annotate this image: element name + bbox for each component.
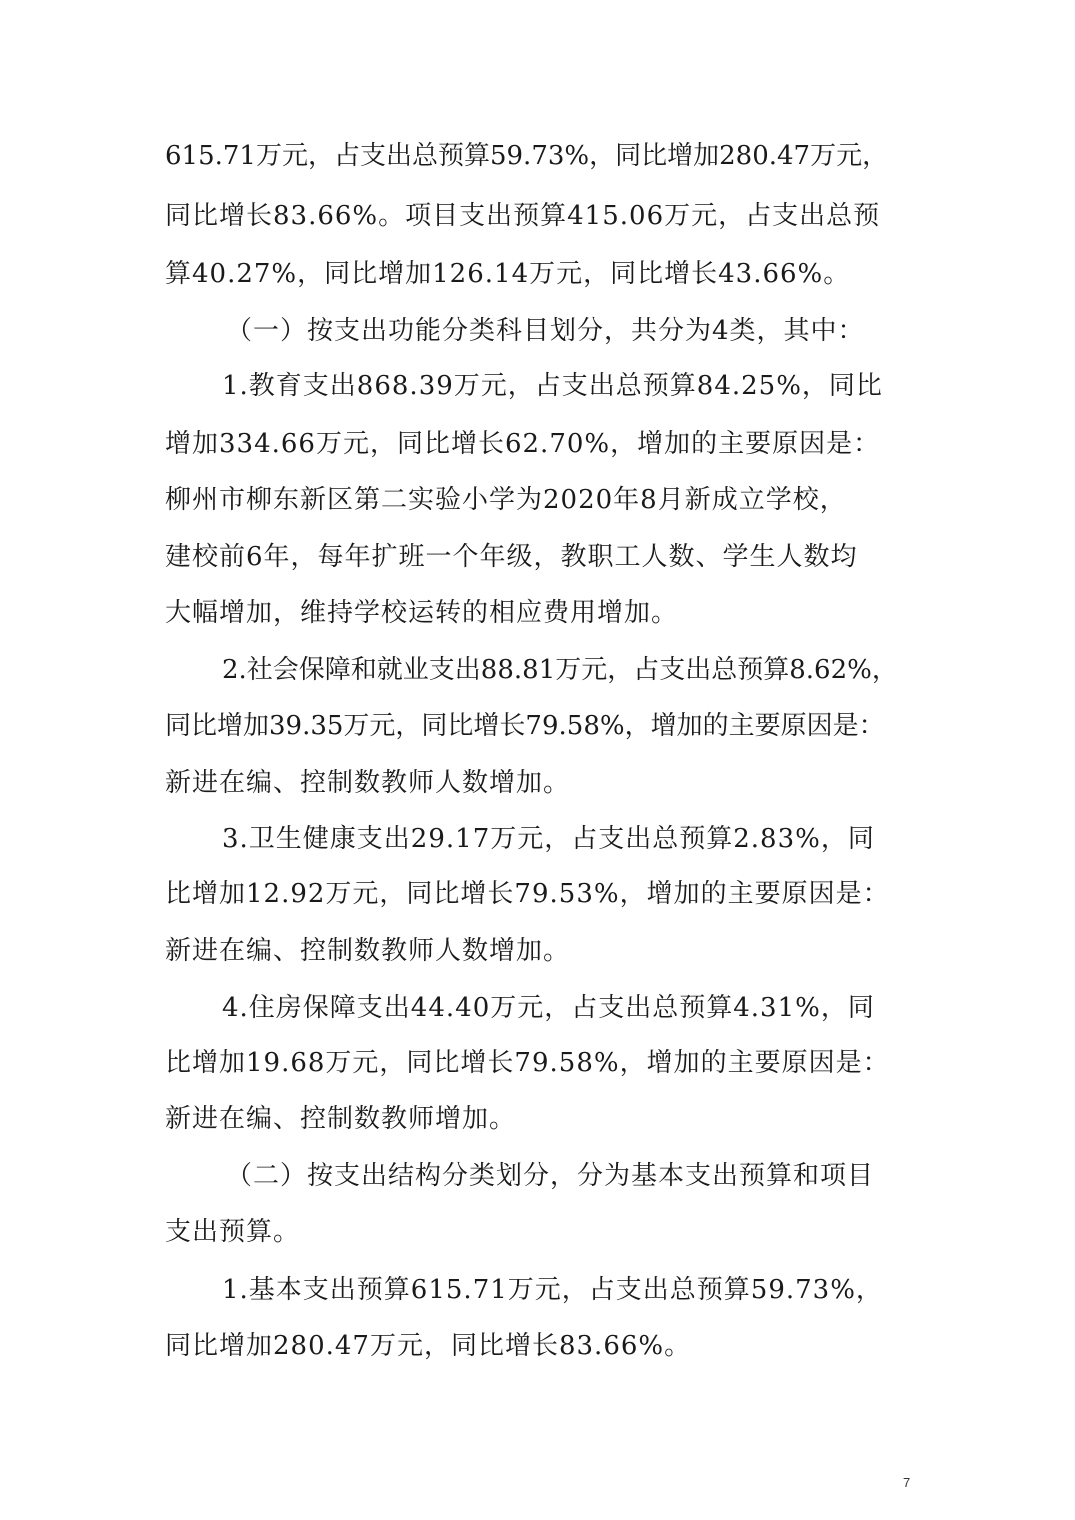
text-line: 大幅增加，维持学校运转的相应费用增加。	[165, 598, 679, 628]
page-number: 7	[903, 1475, 911, 1490]
text-line: 1.教育支出868.39万元，占支出总预算84.25%，同比	[222, 371, 883, 401]
text-line: 比增加12.92万元，同比增长79.53%，增加的主要原因是：	[165, 879, 890, 909]
text-line: 支出预算。	[165, 1217, 301, 1247]
text-line: 1.基本支出预算615.71万元，占支出总预算59.73%，	[222, 1275, 883, 1305]
text-line: 同比增加39.35万元，同比增长79.58%，增加的主要原因是：	[165, 711, 885, 741]
text-line: 同比增加280.47万元，同比增长83.66%。	[165, 1331, 692, 1361]
text-line: 新进在编、控制数教师人数增加。	[165, 936, 571, 966]
text-line: 比增加19.68万元，同比增长79.58%，增加的主要原因是：	[165, 1048, 890, 1078]
section-heading: （二）按支出结构分类划分，分为基本支出预算和项目	[226, 1161, 875, 1191]
text-line: 615.71万元，占支出总预算59.73%，同比增加280.47万元，	[165, 141, 889, 171]
text-line: 同比增长83.66%。项目支出预算415.06万元，占支出总预	[165, 201, 881, 231]
text-line: 算40.27%，同比增加126.14万元，同比增长43.66%。	[165, 259, 851, 289]
text-line: 增加334.66万元，同比增长62.70%，增加的主要原因是：	[165, 429, 881, 459]
text-line: 新进在编、控制数教师人数增加。	[165, 768, 571, 798]
text-line: 柳州市柳东新区第二实验小学为2020年8月新成立学校，	[165, 485, 847, 515]
text-line: 3.卫生健康支出29.17万元，占支出总预算2.83%，同	[222, 824, 875, 854]
text-line: 4.住房保障支出44.40万元，占支出总预算4.31%，同	[222, 993, 875, 1023]
text-line: 2.社会保障和就业支出88.81万元，占支出总预算8.62%，	[222, 655, 898, 685]
section-heading: （一）按支出功能分类科目划分，共分为4类，其中：	[226, 316, 865, 346]
text-line: 建校前6年，每年扩班一个年级，教职工人数、学生人数均	[165, 542, 858, 572]
text-line: 新进在编、控制数教师增加。	[165, 1104, 517, 1134]
